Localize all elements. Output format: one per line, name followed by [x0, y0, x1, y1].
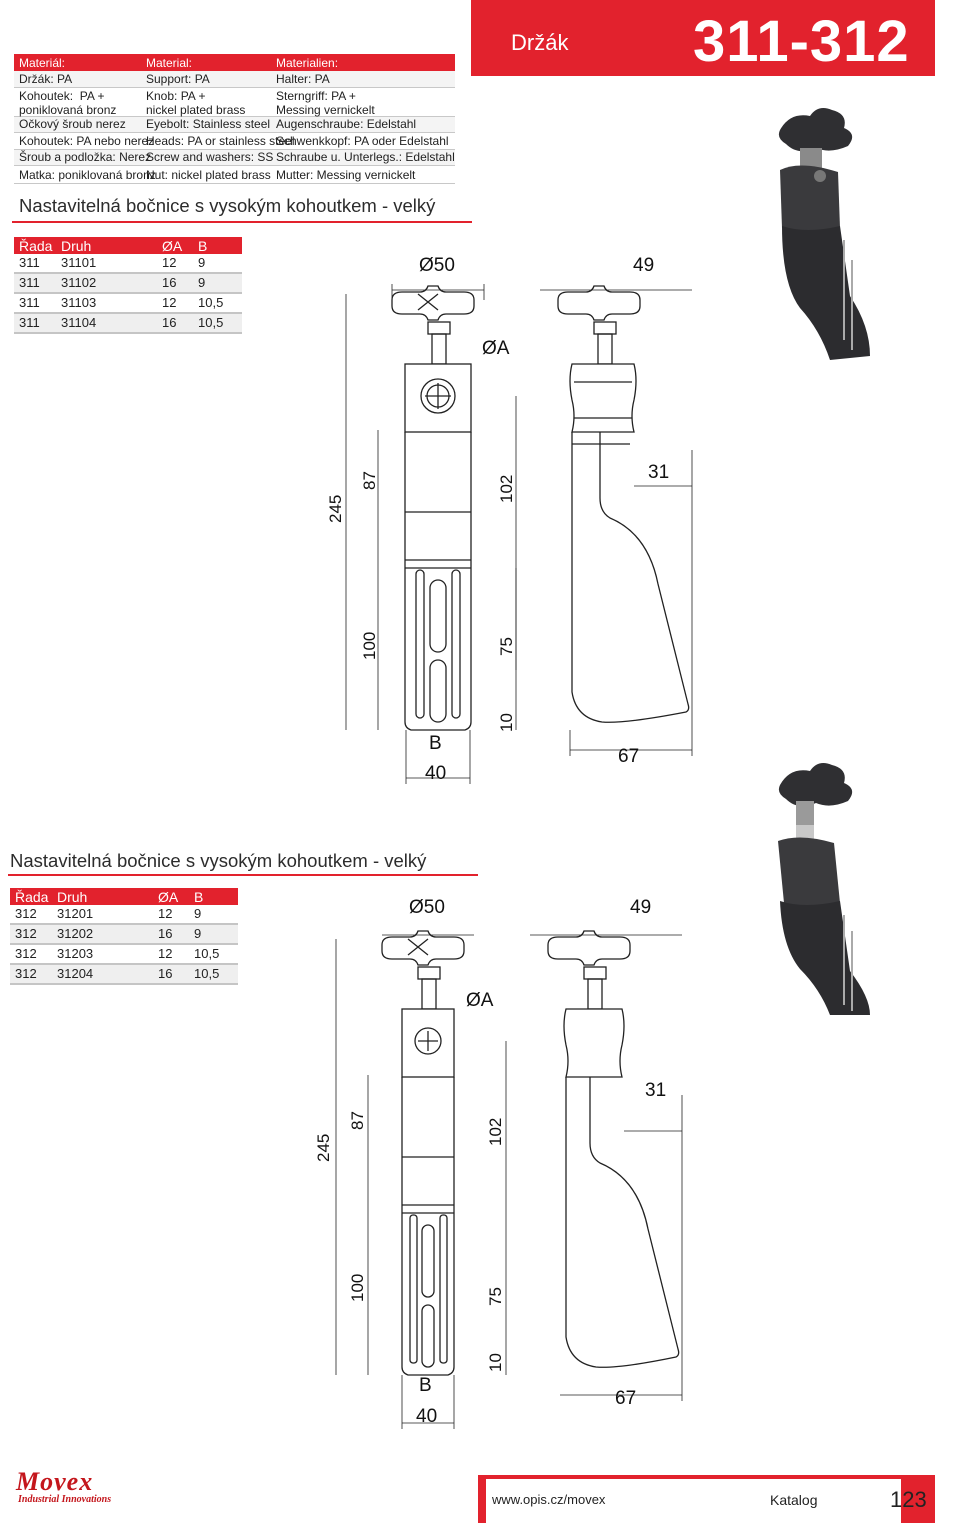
cell: 12	[162, 255, 177, 270]
dim-87: 87	[360, 471, 379, 490]
dim-b: B	[429, 733, 442, 754]
dim-diameter-50: Ø50	[409, 897, 445, 918]
materials-cell: Šroub a podložka: Nerez	[19, 150, 152, 164]
materials-cell: Knob: PA + nickel plated brass	[146, 89, 246, 117]
cell: 16	[162, 275, 177, 290]
cell: 10,5	[194, 966, 220, 981]
cell: 31201	[57, 906, 94, 921]
col-rada: Řada	[19, 238, 53, 254]
materials-cell: Mutter: Messing vernickelt	[276, 168, 416, 182]
movex-logo: Movex	[16, 1467, 94, 1496]
materials-cell: Držák: PA	[19, 72, 73, 86]
cell: 31103	[61, 295, 97, 310]
materials-cell: Screw and washers: SS	[146, 150, 274, 164]
product-photo-312	[760, 755, 890, 1015]
materials-row	[14, 133, 455, 150]
materials-row	[14, 166, 455, 184]
cell: 312	[15, 946, 37, 961]
col-b: B	[194, 889, 204, 905]
cell: 9	[198, 275, 206, 290]
table-row	[14, 274, 242, 294]
materials-cell: Support: PA	[146, 72, 210, 86]
dim-31: 31	[648, 462, 670, 483]
section-divider	[12, 221, 472, 223]
cell: 31204	[57, 966, 94, 981]
dim-100: 100	[348, 1273, 367, 1302]
header-code: 311-312	[693, 9, 910, 74]
materials-cell: Schwenkkopf: PA oder Edelstahl	[276, 134, 449, 148]
cell: 31104	[61, 315, 97, 330]
cell: 12	[158, 946, 173, 961]
dim-245: 245	[326, 494, 345, 523]
table-row	[10, 945, 238, 965]
side-view	[506, 931, 682, 1401]
table-row	[10, 905, 238, 925]
table-row	[10, 965, 238, 985]
header-label: Držák	[511, 30, 569, 55]
cell: 312	[15, 906, 37, 921]
dim-67: 67	[618, 746, 640, 767]
cell: 10,5	[198, 295, 224, 310]
materials-header-cz: Materiál:	[19, 56, 66, 70]
cell: 12	[162, 295, 177, 310]
materials-cell: Matka: poniklovaná bronz	[19, 168, 156, 182]
col-druh: Druh	[61, 238, 92, 254]
product-photo-311	[760, 90, 890, 360]
materials-cell: Eyebolt: Stainless steel	[146, 117, 271, 131]
col-diameter: ØA	[158, 889, 179, 905]
materials-row	[14, 150, 455, 166]
section-divider	[8, 874, 478, 876]
cell: 311	[19, 295, 40, 310]
col-b: B	[198, 238, 208, 254]
materials-row	[14, 88, 455, 117]
materials-cell: Kohoutek: PA nebo nerez	[19, 134, 155, 148]
cell: 16	[162, 315, 177, 330]
dim-31: 31	[645, 1080, 667, 1101]
movex-logo-tagline: Industrial Innovations	[18, 1494, 112, 1505]
variant-table-header	[10, 888, 238, 905]
cell: 10,5	[194, 946, 220, 961]
table-row	[10, 925, 238, 945]
materials-row	[14, 71, 455, 88]
materials-cell: Schraube u. Unterlegs.: Edelstahl	[276, 150, 455, 164]
page-number: 123	[890, 1487, 927, 1512]
variant-table	[14, 237, 242, 334]
dim-diameter-50: Ø50	[419, 255, 455, 276]
col-rada: Řada	[15, 889, 49, 905]
dim-diameter-a: ØA	[466, 990, 494, 1011]
variant-table-header	[14, 237, 242, 254]
dim-diameter-a: ØA	[482, 338, 510, 359]
variant-table	[10, 888, 238, 985]
materials-row	[14, 117, 455, 133]
cell: 311	[19, 255, 40, 270]
cell: 16	[158, 966, 173, 981]
cell: 10,5	[198, 315, 224, 330]
materials-cell: Augenschraube: Edelstahl	[276, 117, 417, 131]
front-view	[336, 931, 474, 1429]
cell: 16	[158, 926, 173, 941]
cell: 12	[158, 906, 173, 921]
cell: 31202	[57, 926, 94, 941]
footer-catalog-label: Katalog	[770, 1492, 818, 1508]
materials-header-de: Materialien:	[276, 56, 339, 70]
dim-10: 10	[497, 713, 516, 732]
technical-drawing-front-side	[300, 250, 700, 790]
col-diameter: ØA	[162, 238, 183, 254]
materials-cell: Kohoutek: PA + poniklovaná bronz	[19, 89, 117, 117]
front-view	[346, 284, 484, 784]
materials-header-en: Material:	[146, 56, 193, 70]
cell: 312	[15, 966, 37, 981]
materials-cell: Sterngriff: PA + Messing vernickelt	[276, 89, 375, 117]
cell: 31203	[57, 946, 94, 961]
cell: 31102	[61, 275, 97, 290]
cell: 312	[15, 926, 37, 941]
section-title: Nastavitelná bočnice s vysokým kohoutkem - velký	[19, 195, 436, 216]
dim-102: 102	[497, 474, 516, 503]
materials-cell: Očkový šroub nerez	[19, 117, 126, 131]
cell: 311	[19, 315, 40, 330]
materials-cell: Halter: PA	[276, 72, 330, 86]
section-title: Nastavitelná bočnice s vysokým kohoutkem - velký	[10, 850, 427, 871]
dim-102: 102	[486, 1117, 505, 1146]
dim-87: 87	[348, 1111, 367, 1130]
cell: 9	[194, 906, 202, 921]
dim-40: 40	[416, 1406, 438, 1427]
dim-49: 49	[633, 255, 655, 276]
dim-75: 75	[486, 1287, 505, 1306]
dim-100: 100	[360, 631, 379, 660]
materials-table	[14, 54, 455, 184]
materials-cell: Heads: PA or stainless steel	[146, 134, 295, 148]
table-row	[14, 294, 242, 314]
table-row	[14, 254, 242, 274]
cell: 31101	[61, 255, 97, 270]
dim-40: 40	[425, 763, 447, 784]
footer-url-link[interactable]: www.opis.cz/movex	[492, 1492, 606, 1507]
dim-75: 75	[497, 637, 516, 656]
cell: 311	[19, 275, 40, 290]
dim-67: 67	[615, 1388, 637, 1409]
materials-cell: Nut: nickel plated brass	[146, 168, 271, 182]
dim-49: 49	[630, 897, 652, 918]
dim-245: 245	[314, 1133, 333, 1162]
col-druh: Druh	[57, 889, 88, 905]
dim-b: B	[419, 1375, 432, 1396]
cell: 9	[198, 255, 206, 270]
cell: 9	[194, 926, 202, 941]
table-row	[14, 314, 242, 334]
materials-header-row	[14, 54, 455, 71]
dim-10: 10	[486, 1353, 505, 1372]
side-view	[516, 286, 692, 756]
